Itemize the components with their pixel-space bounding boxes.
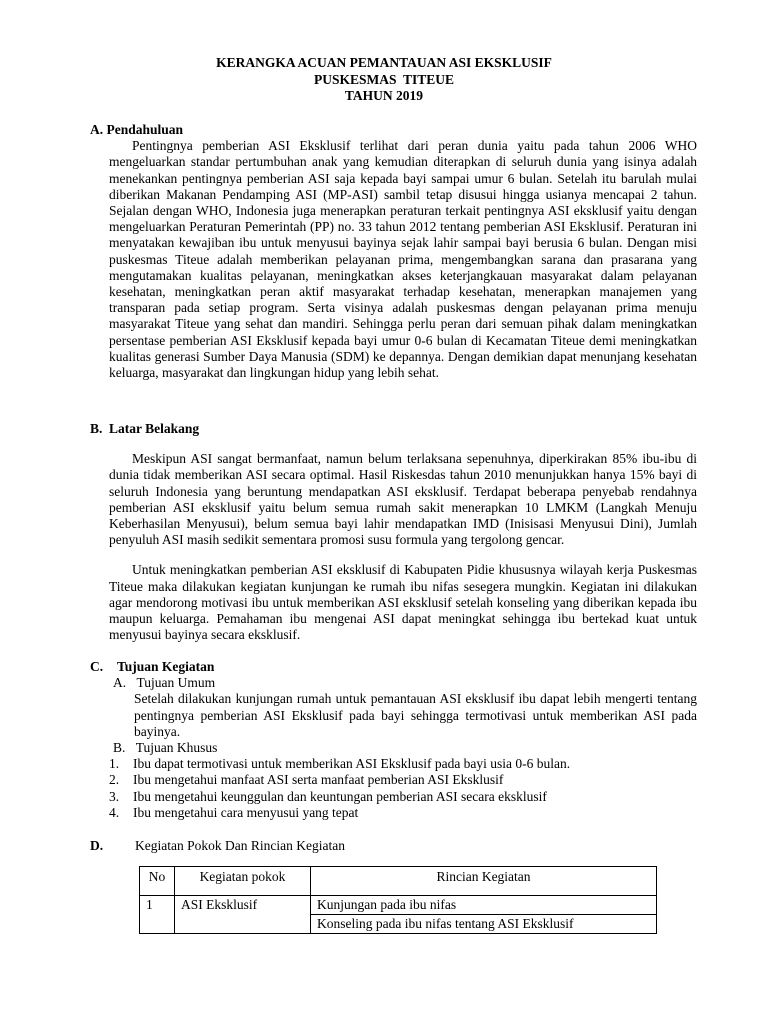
section-heading	[90, 838, 697, 854]
section-title: Pendahuluan	[106, 122, 184, 137]
kegiatan-table	[139, 866, 657, 934]
section-title: Latar Belakang	[109, 421, 200, 436]
list-item	[109, 772, 697, 788]
subsection-tujuan-khusus	[113, 740, 697, 756]
header-title: KERANGKA ACUAN PEMANTAUAN ASI EKSKLUSIF	[216, 55, 552, 70]
paragraph: Untuk meningkatkan pemberian ASI eksklusif di Kabupaten Pidie khususnya wilayah kerja Puskesmas Titeue maka dilakukan kegiatan kunjungan ke rumah ibu nifas sesegera mungkin. Kegiatan ini dilakukan agar mendorong motivasi ibu untuk memberikan ASI eksklusif setelah konseling yang diberikan kepada ibu maupun keluarga. Pemahaman ibu mengenai ASI dapat meningkat sehingga ibu bertekad kuat untuk menyusui bayinya secara eksklusif.	[109, 562, 697, 643]
list-item	[109, 805, 697, 821]
table-header-cell: No	[140, 867, 175, 896]
list-item	[109, 756, 697, 772]
subsection-title: Tujuan Umum	[136, 675, 216, 691]
list-text: Ibu mengetahui manfaat ASI serta manfaat pemberian ASI Eksklusif	[133, 772, 504, 788]
section-title: Kegiatan Pokok Dan Rincian Kegiatan	[135, 838, 345, 853]
list-number: 2.	[109, 772, 120, 788]
section-marker: D.	[90, 838, 104, 853]
paragraph: Pentingnya pemberian ASI Eksklusif terlihat dari peran dunia yaitu pada tahun 2006 WHO mengeluarkan standar pertumbuhan anak yang kemudian diterapkan di seluruh dunia yang isinya adalah menekankan pentingnya pemberian ASI saja kepada bayi sampai umur 6 bulan. Setelah itu barulah mulai diberikan Makanan Pendamping ASI (MP-ASI) sambil tetap disusui hingga usianya mencapai 2 tahun. Sejalan dengan WHO, Indonesia juga menerapkan peraturan terkait pentingnya ASI eksklusif yaitu dengan mengeluarkan Peraturan Pemerintah (PP) no. 33 tahun 2012 tentang pemberian ASI Eksklusif. Peraturan ini menyatakan kewajiban ibu untuk menyusui bayinya sejak lahir sampai bayi berusia 6 bulan. Dengan misi puskesmas Titeue adalah memberikan pelayanan prima, mengembangkan sarana dan prasarana yang mengutamakan kualitas pelayanan, meningkatkan akses keterjangkauan masyarakat dalam pelayanan kesehatan, meningkatkan peran aktif masyarakat terhadap kesehatan, menerapkan manajemen yang transparan pada setiap program. Serta visinya adalah puskesmas dengan pelayanan prima menuju masyarakat Titeue yang sehat dan mandiri. Sehingga perlu peran dari semuan pihak dalam meningkatkan persentase pemberian ASI Eksklusif kepada bayi umur 0-6 bulan di Kecamatan Titeue demi meningkatkan kualitas generasi Sumber Daya Manusia (SDM) ke depannya. Dengan demikian dapat menunjang kesehatan keluarga, masyarakat dan lingkungan hidup yang lebih sehat.	[109, 138, 697, 381]
table-header-cell: Rincian Kegiatan	[311, 867, 657, 896]
section-marker: A.	[90, 122, 104, 137]
paragraph: Meskipun ASI sangat bermanfaat, namun belum terlaksana sepenuhnya, diperkirakan 85% ibu-ibu di dunia tidak memberikan ASI secara optimal. Hasil Riskesdas tahun 2010 menunjukkan hanya 15% bayi di seluruh Indonesia yang beruntung mendapatkan ASI eksklusif. Terdapat beberapa penyebab rendahnya pemberian ASI eksklusif yaitu belum semua rumah sakit menerapkan 10 LMKM (Langkah Menuju Keberhasilan Menyusui), belum semua bayi lahir mendapatkan IMD (Inisisasi Menyusui Dini), Jumlah penyuluh ASI masih sedikit sementara promosi susu formula yang tergolong gencar.	[109, 451, 697, 548]
subsection-marker: B.	[113, 740, 126, 756]
section-title: Tujuan Kegiatan	[117, 659, 215, 674]
section-marker: B.	[90, 421, 103, 436]
list-number: 4.	[109, 804, 120, 820]
tujuan-khusus-list	[109, 756, 697, 821]
list-text: Ibu dapat termotivasi untuk memberikan ASI Eksklusif pada bayi usia 0-6 bulan.	[133, 756, 571, 772]
subsection-title: Tujuan Khusus	[135, 740, 218, 756]
list-number: 3.	[109, 788, 120, 804]
document-header	[0, 55, 768, 105]
section-kegiatan-pokok	[90, 838, 697, 854]
section-heading	[90, 421, 697, 437]
section-heading	[90, 122, 697, 138]
section-pendahuluan	[90, 122, 697, 381]
header-institution: PUSKESMAS TITEUE	[313, 71, 455, 87]
table-header-cell: Kegiatan pokok	[175, 867, 311, 896]
list-text: Ibu mengetahui cara menyusui yang tepat	[133, 804, 359, 820]
table-cell-kegiatan: ASI Eksklusif	[175, 896, 311, 934]
list-item	[109, 789, 697, 805]
subsection-tujuan-umum	[113, 675, 697, 691]
table-row	[140, 896, 657, 915]
header-year: TAHUN 2019	[344, 88, 424, 103]
section-heading	[90, 659, 697, 675]
table-header-row	[140, 867, 657, 896]
section-marker: C.	[90, 659, 104, 674]
table-cell-rincian: Kunjungan pada ibu nifas	[311, 896, 657, 915]
section-latar-belakang	[90, 421, 697, 643]
subsection-marker: A.	[113, 675, 127, 691]
paragraph: Setelah dilakukan kunjungan rumah untuk pemantauan ASI eksklusif ibu dapat lebih mengerti tentang pentingnya pemberian ASI Eksklusif pada bayi sehingga termotivasi untuk memberikan ASI pada bayinya.	[134, 691, 697, 739]
list-text: Ibu mengetahui keunggulan dan keuntungan pemberian ASI secara eksklusif	[133, 788, 547, 804]
list-number: 1.	[109, 756, 120, 772]
section-tujuan-kegiatan	[90, 659, 697, 821]
table-cell-no: 1	[140, 896, 175, 934]
table-cell-rincian: Konseling pada ibu nifas tentang ASI Eksklusif	[311, 915, 657, 934]
